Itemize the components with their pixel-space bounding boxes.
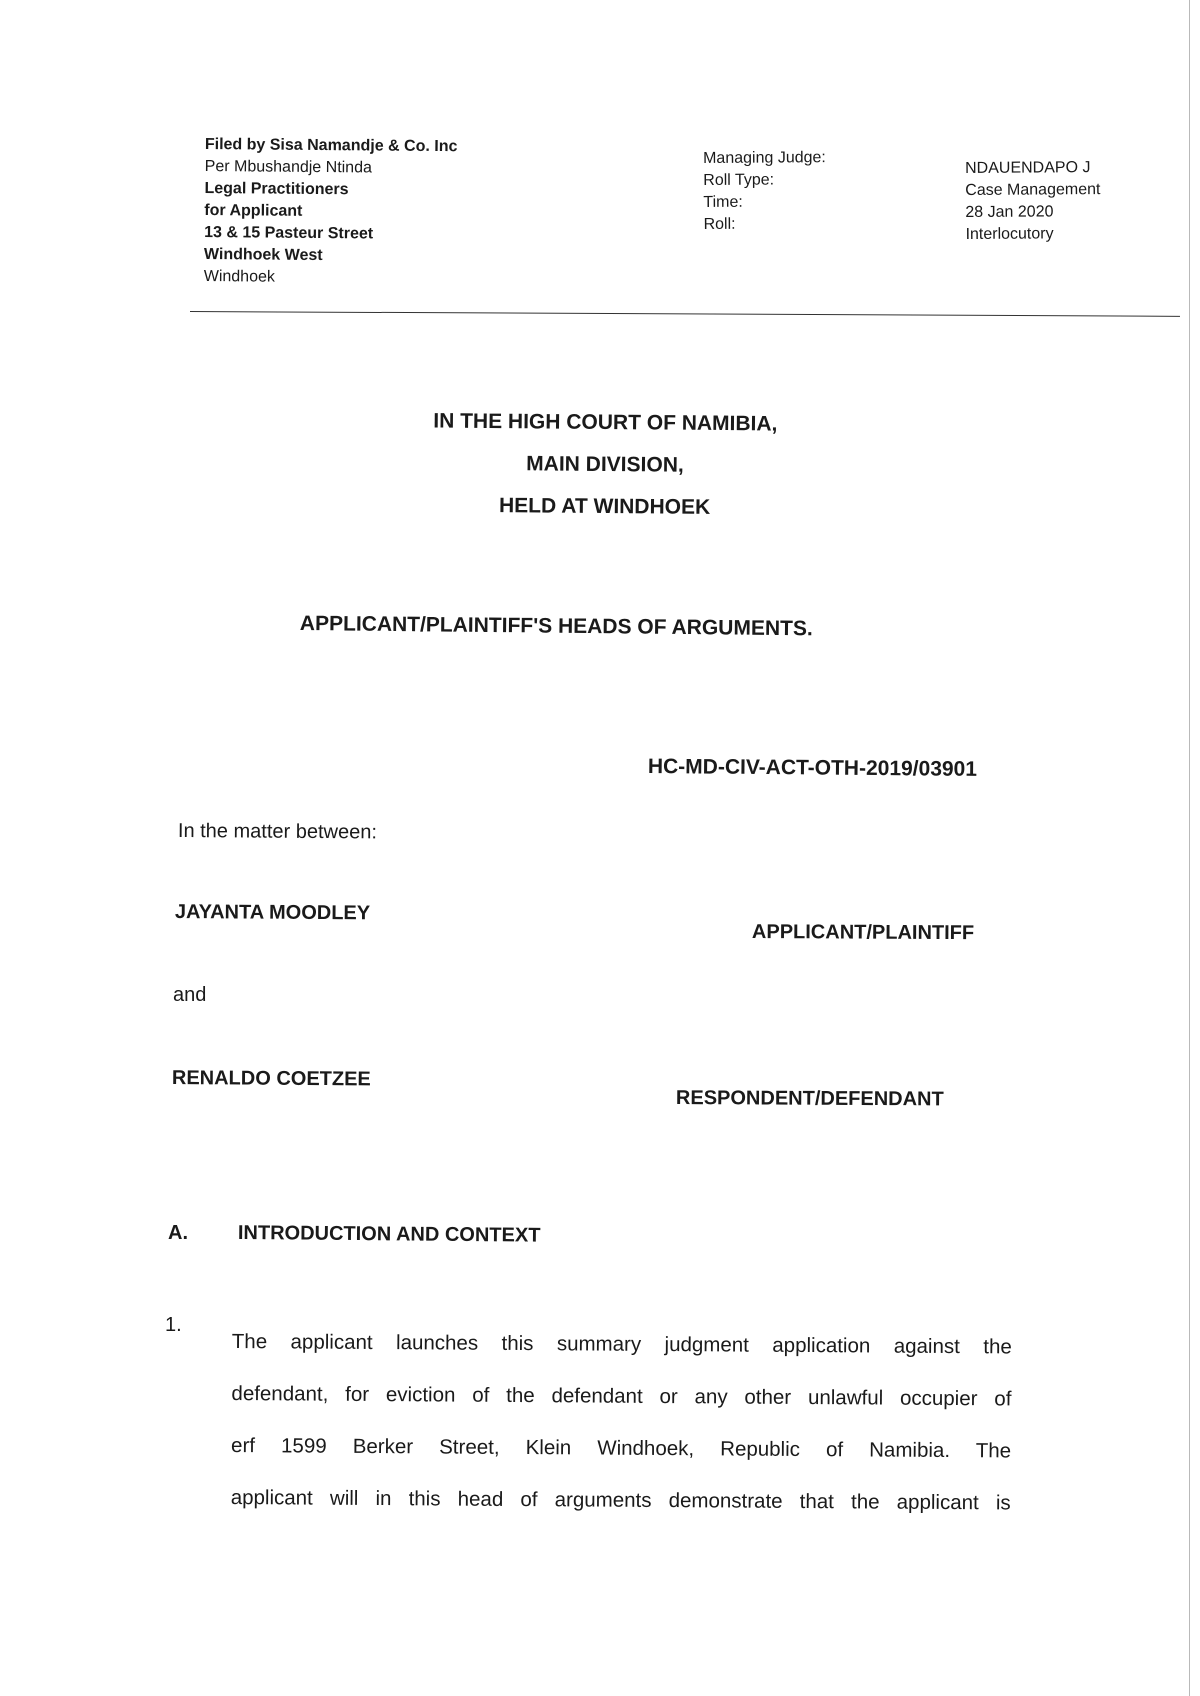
city-line: Windhoek xyxy=(203,267,275,286)
roll-values xyxy=(965,157,1101,246)
roll-type-label: Roll Type: xyxy=(703,171,775,189)
paragraph-line: defendant, for eviction of the defendant or any other unlawful occupier of xyxy=(231,1381,1012,1411)
applicant-name: JAYANTA MOODLEY xyxy=(174,901,371,925)
court-name: IN THE HIGH COURT OF NAMIBIA, xyxy=(433,409,778,436)
paragraph-line: The applicant launches this summary judgment application against the xyxy=(231,1329,1012,1359)
applicant-role: APPLICANT/PLAINTIFF xyxy=(751,921,975,945)
street-line: 13 & 15 Pasteur Street xyxy=(204,223,374,243)
paragraph-line: erf 1599 Berker Street, Klein Windhoek, Republic of Namibia. The xyxy=(231,1433,1012,1463)
time-label: Time: xyxy=(703,193,743,211)
court-heading xyxy=(379,400,830,530)
roll-type-value: Case Management xyxy=(965,181,1101,199)
section-title: INTRODUCTION AND CONTEXT xyxy=(237,1222,541,1247)
parties-intro: In the matter between: xyxy=(177,820,378,844)
case-number: HC-MD-CIV-ACT-OTH-2019/03901 xyxy=(647,755,978,781)
firm-role-line: Legal Practitioners xyxy=(204,179,349,199)
section-letter: A. xyxy=(168,1222,188,1244)
managing-judge-label: Managing Judge: xyxy=(703,149,826,167)
header-divider xyxy=(190,311,1180,317)
time-value: 28 Jan 2020 xyxy=(965,203,1054,221)
roll-value: Interlocutory xyxy=(965,225,1054,243)
court-location: HELD AT WINDHOEK xyxy=(498,494,711,519)
managing-judge-value: NDAUENDAPO J xyxy=(965,159,1091,177)
paragraph-number: 1. xyxy=(165,1314,182,1336)
page-edge xyxy=(1189,0,1190,1696)
for-applicant-line: for Applicant xyxy=(204,201,303,220)
roll-labels xyxy=(703,147,826,236)
paragraph-body xyxy=(231,1316,1012,1529)
suburb-line: Windhoek West xyxy=(203,245,323,265)
paragraph-line: applicant will in this head of arguments demonstrate that the applicant is xyxy=(230,1485,1011,1515)
respondent-name: RENALDO COETZEE xyxy=(171,1067,371,1091)
conjunction: and xyxy=(173,984,207,1006)
court-division: MAIN DIVISION, xyxy=(526,452,684,477)
respondent-role: RESPONDENT/DEFENDANT xyxy=(675,1087,944,1111)
document-title: APPLICANT/PLAINTIFF'S HEADS OF ARGUMENTS. xyxy=(299,612,813,641)
practitioner-line: Per Mbushandje Ntinda xyxy=(204,157,373,177)
roll-label: Roll: xyxy=(703,215,736,233)
filing-block xyxy=(204,134,458,290)
filed-by-line: Filed by Sisa Namandje & Co. Inc xyxy=(204,135,458,156)
